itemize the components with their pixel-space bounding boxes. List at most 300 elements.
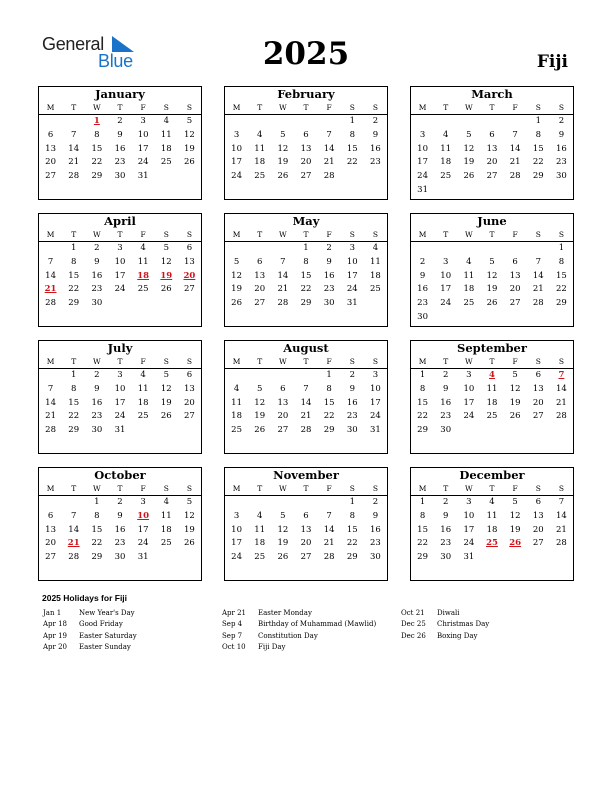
- weekday-label: W: [464, 103, 473, 112]
- week-row: [225, 524, 387, 538]
- day-cell: 29: [91, 552, 103, 563]
- day-cell: 7: [326, 129, 332, 140]
- week-row: [225, 510, 387, 524]
- day-cell: 8: [94, 510, 100, 521]
- day-cell: 6: [535, 497, 541, 507]
- day-cell: 7: [558, 497, 565, 507]
- week-row: [411, 551, 573, 565]
- week-row: [39, 283, 201, 297]
- day-cell: 10: [463, 383, 475, 394]
- day-cell: 14: [277, 270, 289, 281]
- day-cell: 15: [346, 143, 358, 154]
- day-cell: 3: [443, 256, 449, 267]
- day-cell: 18: [160, 524, 172, 535]
- weekday-label: M: [418, 230, 427, 239]
- day-cell: 9: [117, 129, 123, 140]
- day-cell: 23: [556, 157, 567, 168]
- day-cell: 26: [486, 298, 498, 309]
- empty-cell: [341, 170, 364, 184]
- weekday-label: S: [186, 357, 192, 366]
- day-cell: 17: [417, 157, 428, 168]
- day-cell: 11: [231, 397, 242, 408]
- week-row: [39, 156, 201, 170]
- day-cell: 11: [137, 383, 149, 394]
- holiday-name: Christmas Day: [437, 620, 490, 629]
- day-cell: 16: [346, 397, 358, 408]
- day-cell: 22: [556, 284, 567, 295]
- day-cell: 24: [137, 538, 149, 549]
- empty-cell: [225, 242, 248, 256]
- day-cell: 21: [556, 397, 567, 408]
- holiday-date: Dec 25: [401, 620, 426, 629]
- month-march: [410, 86, 574, 200]
- empty-cell: [504, 311, 527, 325]
- day-cell: 27: [532, 538, 544, 549]
- empty-cell: [527, 424, 550, 438]
- day-cell: 2: [372, 497, 379, 507]
- day-cell: 18: [137, 397, 149, 408]
- holiday-list-column: [401, 608, 489, 642]
- empty-cell: [155, 297, 178, 311]
- day-cell: 23: [440, 411, 452, 422]
- day-cell: 3: [140, 497, 146, 507]
- day-cell: 6: [47, 510, 54, 521]
- empty-cell: [294, 115, 317, 129]
- day-cell: 6: [186, 370, 193, 380]
- day-cell: 27: [532, 411, 544, 422]
- empty-cell: [248, 369, 271, 383]
- holiday-day-cell: 26: [509, 538, 522, 549]
- day-cell: 6: [303, 129, 309, 140]
- weekday-label: T: [257, 103, 263, 112]
- day-cell: 15: [346, 524, 358, 535]
- empty-cell: [39, 242, 62, 256]
- day-cell: 8: [349, 510, 355, 521]
- day-cell: 4: [140, 243, 146, 253]
- day-cell: 8: [71, 383, 77, 394]
- day-cell: 17: [114, 397, 126, 408]
- week-row: [225, 410, 387, 424]
- weekday-label: F: [512, 230, 518, 239]
- empty-cell: [527, 242, 550, 256]
- day-cell: 22: [68, 284, 80, 295]
- day-cell: 27: [300, 552, 312, 563]
- day-cell: 6: [535, 370, 541, 380]
- day-cell: 31: [346, 298, 358, 309]
- day-cell: 1: [303, 243, 309, 253]
- month-september: [410, 340, 574, 454]
- day-cell: 7: [535, 256, 541, 267]
- day-cell: 20: [532, 397, 544, 408]
- weekday-label: S: [186, 484, 192, 493]
- day-cell: 14: [323, 143, 335, 154]
- week-row: [225, 129, 387, 143]
- week-row: [39, 496, 201, 510]
- weekday-label: F: [140, 484, 146, 493]
- day-cell: 30: [323, 298, 335, 309]
- day-cell: 11: [254, 524, 266, 535]
- empty-cell: [271, 369, 294, 383]
- day-cell: 5: [163, 370, 169, 380]
- day-cell: 11: [160, 510, 172, 521]
- day-cell: 25: [370, 284, 381, 295]
- day-cell: 24: [231, 552, 242, 563]
- day-cell: 29: [323, 425, 335, 436]
- day-cell: 24: [463, 411, 475, 422]
- day-cell: 30: [114, 552, 126, 563]
- weekday-label: T: [489, 484, 495, 493]
- day-cell: 14: [68, 524, 80, 535]
- day-cell: 5: [257, 383, 263, 394]
- day-cell: 28: [323, 552, 335, 563]
- day-cell: 29: [556, 298, 567, 309]
- day-cell: 28: [45, 298, 56, 309]
- holiday-name: Constitution Day: [258, 631, 318, 640]
- day-cell: 1: [71, 370, 77, 380]
- weekday-header: [225, 101, 387, 115]
- holiday-entry: [43, 631, 137, 642]
- weekday-label: W: [464, 357, 473, 366]
- day-cell: 9: [326, 256, 332, 267]
- weekday-label: W: [92, 357, 101, 366]
- day-cell: 8: [419, 383, 426, 394]
- empty-cell: [271, 115, 294, 129]
- day-cell: 6: [512, 256, 518, 267]
- day-cell: 2: [443, 497, 449, 507]
- day-cell: 30: [346, 425, 358, 436]
- day-cell: 12: [231, 270, 242, 281]
- day-cell: 13: [277, 397, 289, 408]
- day-cell: 3: [349, 243, 355, 253]
- weekday-label: F: [140, 357, 146, 366]
- day-cell: 11: [486, 383, 498, 394]
- empty-cell: [504, 424, 527, 438]
- day-cell: 22: [300, 284, 312, 295]
- day-cell: 22: [346, 157, 358, 168]
- week-row: [411, 170, 573, 184]
- day-cell: 21: [323, 538, 335, 549]
- day-cell: 5: [280, 510, 286, 521]
- day-cell: 31: [463, 552, 475, 563]
- holiday-day-cell: 21: [67, 538, 80, 549]
- day-cell: 19: [486, 284, 498, 295]
- day-cell: 30: [556, 171, 567, 182]
- day-cell: 1: [535, 116, 541, 126]
- day-cell: 23: [91, 411, 103, 422]
- day-cell: 5: [163, 243, 169, 253]
- day-cell: 26: [231, 298, 242, 309]
- weekday-label: M: [418, 103, 427, 112]
- weekday-label: F: [326, 484, 332, 493]
- week-row: [39, 397, 201, 411]
- logo-word-general: General: [42, 34, 104, 54]
- day-cell: 17: [231, 538, 242, 549]
- day-cell: 5: [512, 497, 518, 507]
- day-cell: 23: [370, 538, 381, 549]
- day-cell: 28: [556, 411, 567, 422]
- day-cell: 30: [417, 311, 428, 322]
- day-cell: 25: [137, 284, 149, 295]
- month-november: [224, 467, 388, 581]
- day-cell: 7: [47, 383, 54, 394]
- empty-cell: [294, 369, 317, 383]
- day-cell: 20: [300, 538, 312, 549]
- day-cell: 13: [300, 143, 312, 154]
- day-cell: 4: [257, 510, 263, 521]
- day-cell: 30: [91, 425, 103, 436]
- empty-cell: [457, 184, 480, 198]
- day-cell: 18: [231, 411, 242, 422]
- day-cell: 27: [45, 171, 56, 182]
- day-cell: 2: [419, 256, 426, 267]
- empty-cell: [225, 496, 248, 510]
- month-title: October: [94, 468, 146, 482]
- day-cell: 18: [486, 524, 498, 535]
- week-row: [411, 143, 573, 157]
- day-cell: 28: [300, 425, 312, 436]
- empty-cell: [504, 184, 527, 198]
- week-row: [411, 283, 573, 297]
- empty-cell: [550, 184, 573, 198]
- day-cell: 10: [370, 383, 381, 394]
- day-cell: 6: [280, 383, 286, 394]
- week-row: [411, 383, 573, 397]
- day-cell: 16: [114, 143, 126, 154]
- day-cell: 3: [466, 497, 472, 507]
- day-cell: 18: [254, 157, 266, 168]
- empty-cell: [225, 369, 248, 383]
- holiday-date: Jan 1: [43, 609, 62, 617]
- day-cell: 31: [137, 171, 149, 182]
- day-cell: 23: [114, 157, 126, 168]
- day-cell: 13: [184, 256, 195, 267]
- empty-cell: [457, 311, 480, 325]
- day-cell: 9: [94, 383, 100, 394]
- day-cell: 24: [346, 284, 358, 295]
- week-row: [39, 537, 201, 551]
- weekday-label: T: [117, 103, 123, 112]
- day-cell: 8: [303, 256, 309, 267]
- day-cell: 21: [323, 157, 335, 168]
- day-cell: 2: [94, 370, 100, 380]
- empty-cell: [457, 242, 480, 256]
- day-cell: 14: [45, 270, 56, 281]
- day-cell: 1: [71, 243, 77, 253]
- day-cell: 3: [233, 510, 240, 521]
- day-cell: 27: [184, 284, 195, 295]
- holiday-day-cell: 7: [558, 370, 565, 380]
- calendar-year: 2025: [262, 36, 350, 72]
- weekday-label: M: [46, 103, 55, 112]
- holiday-entry: [222, 619, 376, 630]
- empty-cell: [457, 424, 480, 438]
- day-cell: 8: [535, 129, 541, 140]
- day-cell: 10: [440, 270, 452, 281]
- week-row: [225, 143, 387, 157]
- holiday-day-cell: 4: [489, 370, 495, 380]
- week-row: [411, 510, 573, 524]
- day-cell: 23: [417, 298, 428, 309]
- empty-cell: [434, 184, 457, 198]
- day-cell: 14: [556, 383, 567, 394]
- day-cell: 14: [532, 270, 544, 281]
- day-cell: 22: [91, 538, 103, 549]
- empty-cell: [480, 115, 503, 129]
- day-cell: 13: [532, 383, 544, 394]
- day-cell: 14: [556, 510, 567, 521]
- empty-cell: [248, 496, 271, 510]
- day-cell: 8: [419, 510, 426, 521]
- weekday-header: [225, 355, 387, 369]
- day-cell: 3: [233, 129, 240, 140]
- day-cell: 1: [349, 497, 355, 507]
- weekday-label: W: [464, 230, 473, 239]
- day-cell: 14: [323, 524, 335, 535]
- weekday-label: S: [535, 103, 541, 112]
- day-cell: 19: [254, 411, 266, 422]
- day-cell: 21: [556, 524, 567, 535]
- day-cell: 6: [303, 510, 309, 521]
- week-row: [411, 496, 573, 510]
- day-cell: 25: [137, 411, 149, 422]
- day-cell: 17: [137, 524, 149, 535]
- month-august: [224, 340, 388, 454]
- empty-cell: [155, 170, 178, 184]
- day-cell: 1: [558, 243, 565, 253]
- day-cell: 20: [277, 411, 289, 422]
- day-cell: 1: [419, 370, 426, 380]
- day-cell: 19: [463, 157, 475, 168]
- holiday-name: Fiji Day: [258, 643, 286, 652]
- empty-cell: [132, 424, 155, 438]
- empty-cell: [480, 184, 503, 198]
- day-cell: 11: [440, 143, 452, 154]
- empty-cell: [132, 297, 155, 311]
- holiday-day-cell: 18: [137, 270, 150, 281]
- weekday-label: M: [232, 484, 241, 493]
- holiday-entry: [222, 642, 376, 653]
- weekday-label: M: [232, 103, 241, 112]
- weekday-label: T: [489, 357, 495, 366]
- holiday-name: Diwali: [437, 609, 460, 617]
- week-row: [411, 397, 573, 411]
- weekday-label: F: [512, 484, 518, 493]
- weekday-label: S: [349, 103, 355, 112]
- day-cell: 27: [254, 298, 266, 309]
- day-cell: 1: [326, 370, 332, 380]
- weekday-label: S: [558, 357, 564, 366]
- day-cell: 12: [184, 510, 195, 521]
- weekday-label: S: [535, 230, 541, 239]
- week-row: [225, 242, 387, 256]
- weekday-label: M: [232, 230, 241, 239]
- day-cell: 28: [509, 171, 521, 182]
- week-row: [225, 115, 387, 129]
- week-row: [39, 424, 201, 438]
- holiday-date: Apr 20: [43, 643, 68, 652]
- weekday-header: [39, 101, 201, 115]
- day-cell: 11: [370, 256, 381, 267]
- day-cell: 19: [184, 143, 195, 154]
- day-cell: 13: [300, 524, 312, 535]
- holiday-date: Apr 21: [222, 609, 247, 617]
- empty-cell: [411, 115, 434, 129]
- weekday-header: [39, 355, 201, 369]
- day-cell: 9: [443, 510, 449, 521]
- week-row: [225, 256, 387, 270]
- day-cell: 28: [68, 171, 80, 182]
- day-cell: 12: [509, 510, 521, 521]
- day-cell: 31: [417, 184, 428, 195]
- day-cell: 20: [184, 397, 195, 408]
- empty-cell: [504, 551, 527, 565]
- day-cell: 17: [370, 397, 381, 408]
- day-cell: 11: [463, 270, 475, 281]
- day-cell: 26: [509, 411, 521, 422]
- weekday-label: W: [278, 230, 287, 239]
- day-cell: 19: [160, 397, 172, 408]
- weekday-label: S: [372, 230, 378, 239]
- day-cell: 15: [300, 270, 312, 281]
- day-cell: 15: [91, 524, 103, 535]
- day-cell: 14: [300, 397, 312, 408]
- weekday-label: S: [163, 357, 169, 366]
- day-cell: 25: [463, 298, 475, 309]
- day-cell: 16: [370, 524, 381, 535]
- holiday-name: Birthday of Muhammad (Mawlid): [258, 620, 377, 629]
- weekday-label: F: [326, 230, 332, 239]
- day-cell: 26: [184, 157, 195, 168]
- weekday-header: [411, 355, 573, 369]
- day-cell: 31: [370, 425, 381, 436]
- weekday-label: W: [92, 103, 101, 112]
- weekday-label: T: [303, 103, 309, 112]
- day-cell: 10: [231, 524, 242, 535]
- day-cell: 30: [114, 171, 126, 182]
- day-cell: 24: [417, 171, 428, 182]
- day-cell: 19: [231, 284, 242, 295]
- month-title: June: [477, 214, 507, 228]
- day-cell: 16: [440, 524, 452, 535]
- weekday-label: M: [418, 357, 427, 366]
- day-cell: 13: [532, 510, 544, 521]
- week-row: [39, 143, 201, 157]
- holiday-date: Oct 10: [222, 643, 246, 652]
- day-cell: 22: [91, 157, 103, 168]
- day-cell: 26: [463, 171, 475, 182]
- day-cell: 15: [91, 143, 103, 154]
- day-cell: 4: [163, 497, 169, 507]
- day-cell: 3: [140, 116, 146, 126]
- day-cell: 25: [440, 171, 452, 182]
- day-cell: 8: [71, 256, 77, 267]
- day-cell: 22: [417, 538, 428, 549]
- day-cell: 23: [370, 157, 381, 168]
- weekday-label: S: [535, 357, 541, 366]
- day-cell: 20: [486, 157, 498, 168]
- day-cell: 22: [68, 411, 80, 422]
- month-february: [224, 86, 388, 200]
- weekday-label: S: [163, 103, 169, 112]
- weekday-label: S: [163, 230, 169, 239]
- day-cell: 17: [440, 284, 452, 295]
- month-title: March: [471, 87, 513, 101]
- day-cell: 26: [160, 411, 172, 422]
- day-cell: 12: [509, 383, 521, 394]
- weekday-header: [39, 228, 201, 242]
- empty-cell: [318, 115, 341, 129]
- day-cell: 5: [186, 116, 193, 126]
